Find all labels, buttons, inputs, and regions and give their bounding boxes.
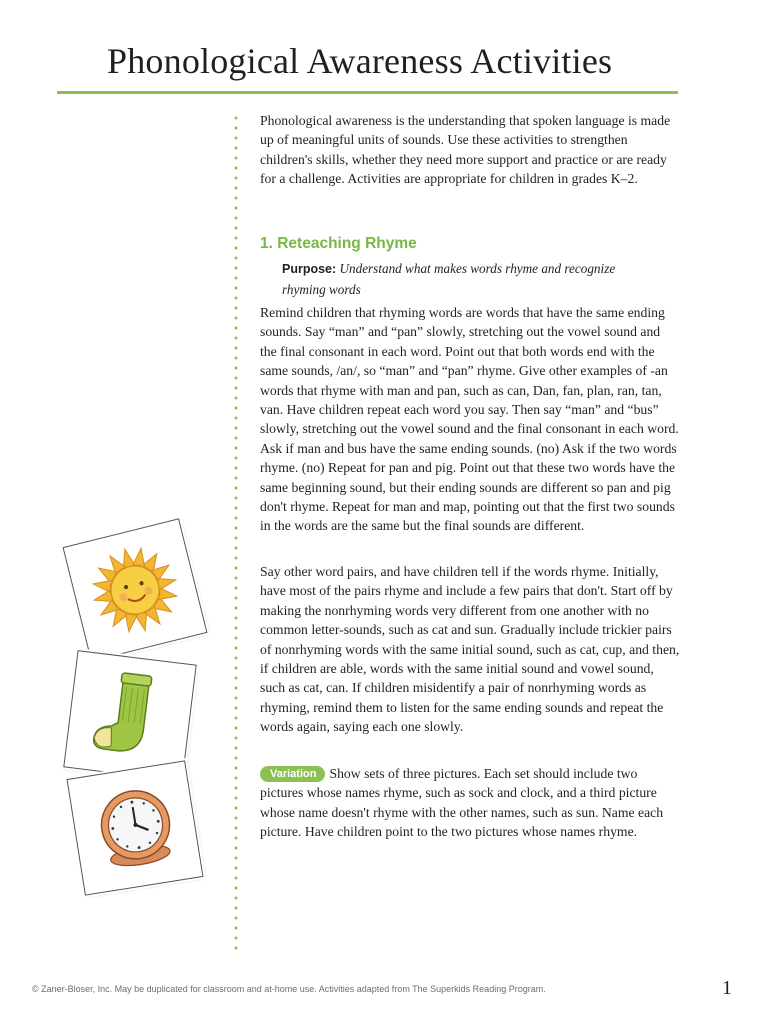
clock-icon <box>68 761 203 894</box>
sun-icon <box>64 519 207 660</box>
purpose-label: Purpose: <box>282 262 337 276</box>
section-heading: 1. Reteaching Rhyme <box>260 235 417 252</box>
purpose-text: Understand what makes words rhyme and recognize rhyming words <box>282 261 616 297</box>
purpose-line <box>282 259 662 299</box>
body-paragraph-1: Remind children that rhyming words are words that have the same ending sounds. Say “man” and “pan” slowly, stretching out the vowel sound and the final consonant in each word. Point out that both words end with the same sounds, /an/, so “man” and “pan” rhyme. Give other examples of -an words that rhyme with man and pan, such as can, Dan, fan, plan, ran, tan, van. Have children repeat each word you say. Then say “man” and “bus” slowly, stretching out the vowel sound and the final consonant in each word. Ask if man and bus have the same ending sounds. (no) Ask if the two words rhyme. (no) Repeat for pan and pig. Point out that these two words have the same beginning sound, but their ending sounds are different so pan and pig don't rhyme. Repeat for man and map, pointing out that the first two sounds in the words are the same but the final sounds are different. <box>260 305 679 534</box>
sun-picture-card <box>63 518 208 662</box>
title-rule <box>57 91 678 94</box>
page-number: 1 <box>722 977 732 999</box>
page-title: Phonological Awareness Activities <box>107 41 613 81</box>
copyright-footer: © Zaner-Bloser, Inc. May be duplicated for classroom and at-home use. Activities adapted from The Superkids Reading Program. <box>32 984 546 994</box>
body-paragraph-2: Say other word pairs, and have children tell if the words rhyme. Initially, have most of the pairs rhyme and include a few pairs that don't. Start off by making the nonrhyming words very different from one another with no common letter-sounds, such as cat and sun. Gradually include trickier pairs of nonrhyming words with the same initial sound, such as cat, cup, and then, if children are able, words with the same initial sound and vowel sound, such as cat, can. If children misidentify a pair of nonrhyming words as rhyming, remind them to listen for the same ending sounds and repeat the words again, saying each one slowly. <box>260 564 680 735</box>
variation-paragraph <box>260 764 680 842</box>
intro-paragraph: Phonological awareness is the understanding that spoken language is made up of meaningful units of sounds. Use these activities to strengthen children's skills, whether they need more support and practice or are ready for a challenge. Activities are appropriate for children in grades K–2. <box>260 113 671 187</box>
variation-badge: Variation <box>260 766 325 782</box>
variation-text: Show sets of three pictures. Each set should include two pictures whose names rhyme, such as sock and clock, and a third picture whose name doesn't rhyme with the other names, such as sun. Name each picture. Have children point to the two pictures whose names rhyme. <box>260 766 664 840</box>
clock-picture-card <box>67 760 204 895</box>
dotted-divider <box>234 113 238 955</box>
